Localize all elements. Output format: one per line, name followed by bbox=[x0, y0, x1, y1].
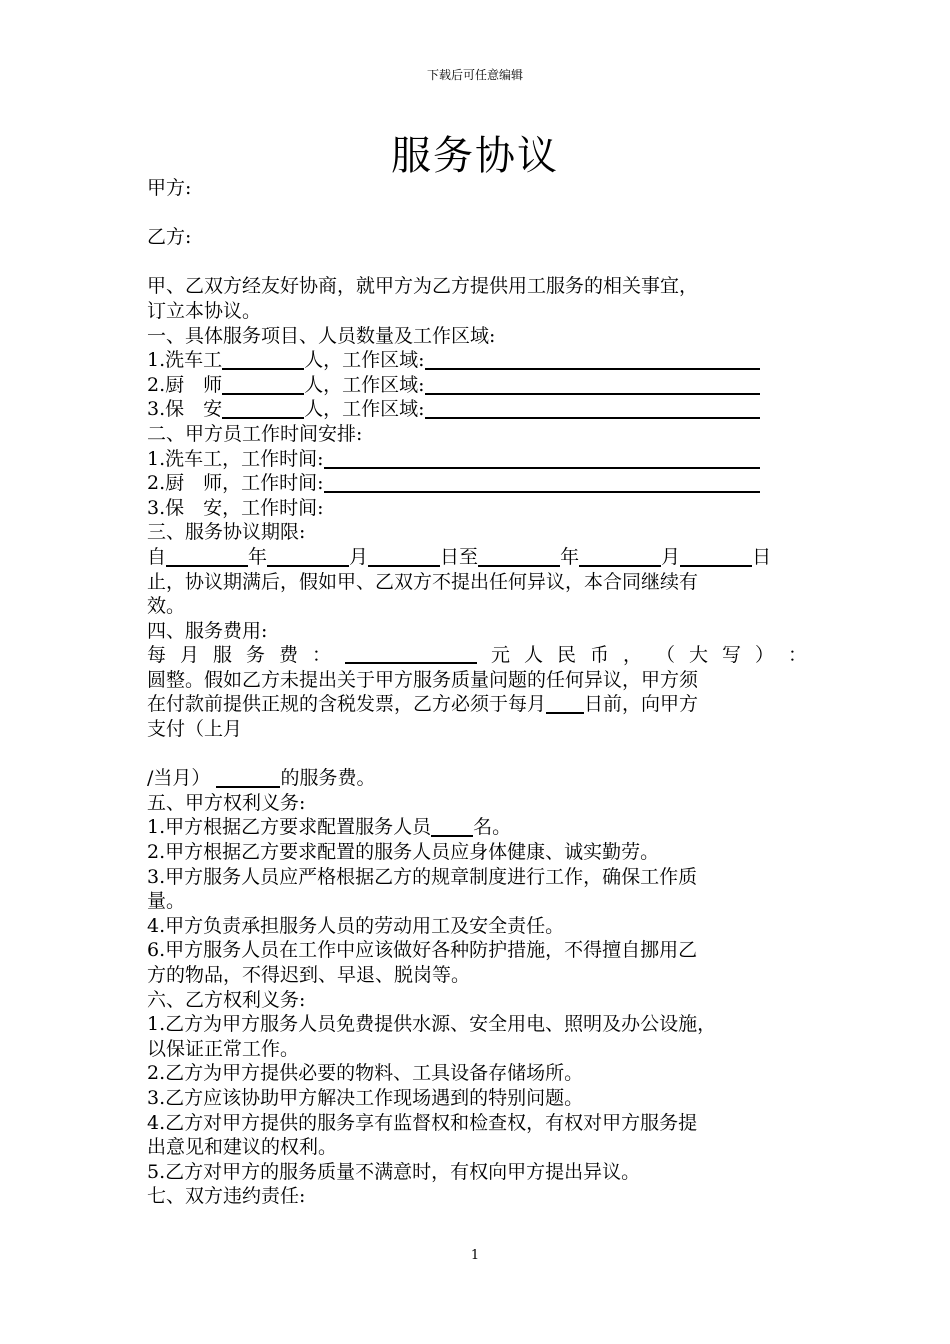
work-time-row: 3.保 安，工作时间: bbox=[147, 496, 324, 519]
service-item-label: 2.厨 师 bbox=[147, 373, 223, 396]
list-item: 3.甲方服务人员应严格根据乙方的规章制度进行工作，确保工作质 bbox=[147, 865, 698, 888]
intro-line: 甲、乙双方经友好协商，就甲方为乙方提供用工服务的相关事宜， bbox=[147, 275, 699, 298]
service-item-label: 1.洗车工 bbox=[147, 349, 223, 372]
blank-field[interactable] bbox=[166, 546, 248, 567]
fee-row: 每 月 服 务 费 ： 元 人 民 币 ， （ 大 写 ） ： bbox=[147, 644, 807, 667]
list-item: 6.甲方服务人员在工作中应该做好各种防护措施，不得擅自挪用乙 bbox=[147, 939, 698, 962]
section-heading: 六、乙方权利义务: bbox=[147, 988, 306, 1011]
section-heading: 七、双方违约责任: bbox=[147, 1185, 306, 1208]
fee-line: 支付（上月 bbox=[147, 718, 243, 741]
list-item: 4.乙方对甲方提供的服务享有监督权和检查权，有权对甲方服务提 bbox=[147, 1111, 698, 1134]
fee-line: /当月） 的服务费。 bbox=[147, 767, 376, 790]
party-b-label: 乙方: bbox=[147, 226, 192, 249]
list-item: 以保证正常工作。 bbox=[147, 1037, 300, 1060]
fee-line: 圆整。假如乙方未提出关于甲方服务质量问题的任何异议，甲方须 bbox=[147, 668, 699, 691]
header-note: 下载后可任意编辑 bbox=[426, 68, 523, 82]
blank-field[interactable] bbox=[368, 546, 440, 567]
fee-amount-blank[interactable] bbox=[345, 643, 477, 664]
term-continued: 止，协议期满后，假如甲、乙双方不提出任何异议，本合同继续有 bbox=[147, 570, 699, 593]
blank-field[interactable] bbox=[222, 398, 304, 419]
blank-field[interactable] bbox=[216, 767, 280, 788]
service-item-row: 2.厨 师 人，工作区域: bbox=[147, 373, 807, 398]
section-heading: 五、甲方权利义务: bbox=[147, 791, 306, 814]
work-time-row: 2.厨 师，工作时间: bbox=[147, 471, 807, 496]
blank-field[interactable] bbox=[324, 472, 760, 493]
document-title: 服务协议 bbox=[391, 133, 559, 179]
fee-line: 在付款前提供正规的含税发票，乙方必须于每月 日前，向甲方 bbox=[147, 693, 699, 716]
list-item: 出意见和建议的权利。 bbox=[147, 1136, 338, 1159]
blank-field[interactable] bbox=[425, 398, 760, 419]
list-item: 2.甲方根据乙方要求配置的服务人员应身体健康、诚实勤劳。 bbox=[147, 841, 660, 864]
list-item: 5.乙方对甲方的服务质量不满意时，有权向甲方提出异议。 bbox=[147, 1160, 641, 1183]
term-row: 自 年 月 日至 年 月 日 bbox=[147, 545, 772, 568]
intro-line: 订立本协议。 bbox=[147, 299, 262, 322]
list-item: 1.乙方为甲方服务人员免费提供水源、安全用电、照明及办公设施， bbox=[147, 1013, 717, 1036]
list-item: 量。 bbox=[147, 890, 186, 913]
list-item: 1.甲方根据乙方要求配置服务人员 名。 bbox=[147, 816, 512, 839]
list-item: 3.乙方应该协助甲方解决工作现场遇到的特别问题。 bbox=[147, 1086, 584, 1109]
service-item-label: 3.保 安 bbox=[147, 398, 223, 421]
blank-field[interactable] bbox=[425, 349, 760, 370]
blank-field[interactable] bbox=[680, 546, 752, 567]
party-a-label: 甲方: bbox=[147, 177, 192, 199]
blank-field[interactable] bbox=[222, 374, 304, 395]
list-item: 2.乙方为甲方提供必要的物料、工具设备存储场所。 bbox=[147, 1062, 584, 1085]
section-heading: 二、甲方员工作时间安排: bbox=[147, 422, 363, 445]
section-heading: 一、具体服务项目、人员数量及工作区域: bbox=[147, 324, 496, 347]
blank-field[interactable] bbox=[478, 546, 560, 567]
list-item: 方的物品，不得迟到、早退、脱岗等。 bbox=[147, 964, 471, 986]
section-heading: 三、服务协议期限: bbox=[147, 521, 306, 544]
service-item-row: 3.保 安 人，工作区域: bbox=[147, 397, 807, 422]
document-body bbox=[147, 176, 807, 1209]
section-heading: 四、服务费用: bbox=[147, 619, 268, 642]
blank-field[interactable] bbox=[546, 693, 584, 714]
page-number: 1 bbox=[470, 1248, 480, 1263]
blank-field[interactable] bbox=[579, 546, 661, 567]
blank-field[interactable] bbox=[324, 448, 760, 469]
work-time-row: 1.洗车工，工作时间: bbox=[147, 447, 807, 472]
list-item: 4.甲方负责承担服务人员的劳动用工及安全责任。 bbox=[147, 914, 565, 937]
blank-field[interactable] bbox=[267, 546, 349, 567]
blank-field[interactable] bbox=[222, 349, 304, 370]
blank-field[interactable] bbox=[431, 816, 473, 837]
blank-field[interactable] bbox=[425, 374, 760, 395]
term-continued: 效。 bbox=[147, 595, 186, 618]
service-item-row: 1.洗车工 人，工作区域: bbox=[147, 348, 807, 373]
